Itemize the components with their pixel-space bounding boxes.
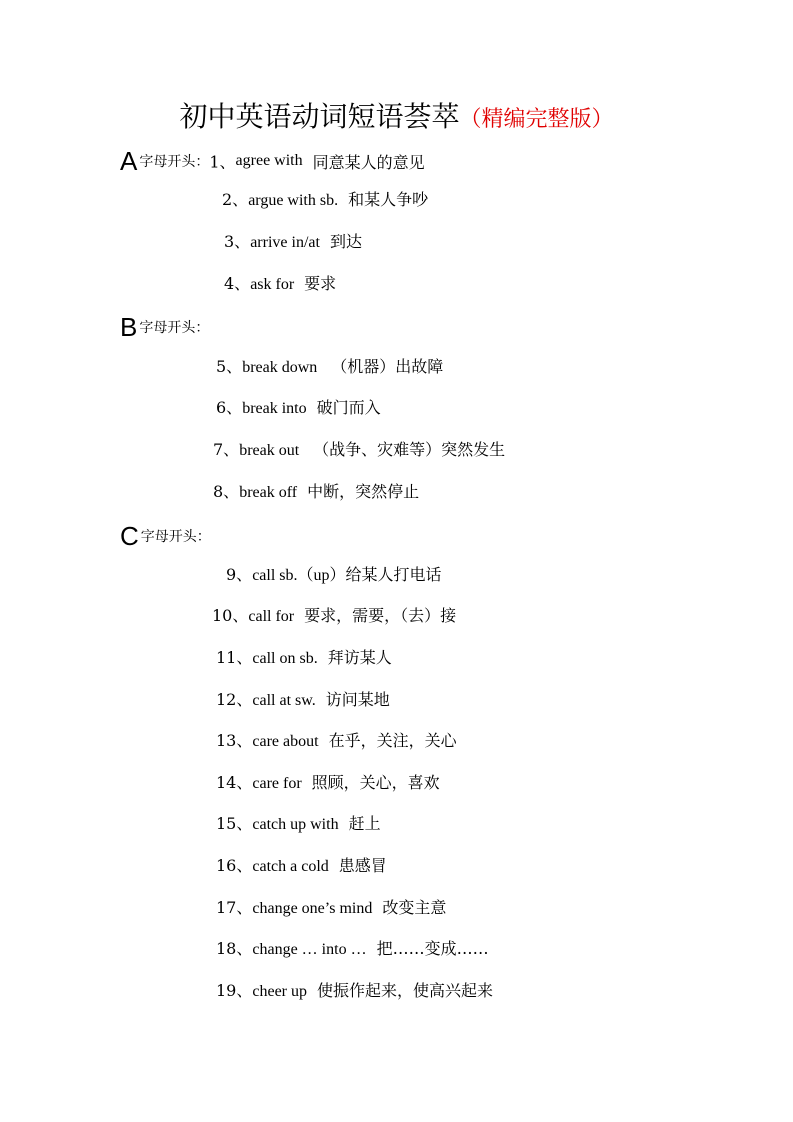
list-item [224, 272, 336, 297]
phrase-number: 1、 [209, 152, 236, 172]
phrase-english: call on sb. [252, 650, 318, 667]
section-label: 字母开头： [139, 154, 210, 170]
list-item [226, 563, 442, 588]
phrase-number: 14、 [216, 773, 253, 792]
section-c-header [120, 521, 211, 551]
phrase-english: change … into … [252, 941, 367, 958]
list-item [216, 854, 387, 879]
section-letter: A [120, 146, 138, 176]
title-text: 初中英语动词短语荟萃 [179, 100, 460, 133]
list-item [216, 688, 390, 713]
list-item [212, 604, 456, 629]
phrase-number: 12、 [216, 690, 253, 709]
page-title [0, 98, 793, 139]
phrase-english: argue with sb. [248, 192, 339, 209]
phrase-chinese: 患感冒 [338, 856, 387, 875]
phrase-english: call for [248, 608, 295, 625]
phrase-chinese: 照顾，关心，喜欢 [311, 773, 440, 792]
phrase-english: call at sw. [252, 692, 316, 709]
phrase-number: 18、 [216, 939, 253, 958]
phrase-chinese: 中断，突然停止 [307, 482, 420, 501]
list-item [216, 896, 446, 921]
phrase-number: 10、 [212, 606, 249, 625]
phrase-chinese: 访问某地 [325, 690, 390, 709]
list-item [224, 230, 362, 255]
phrase-chinese: （战争、灾难等）突然发生 [313, 440, 506, 459]
phrase-english: care about [252, 733, 319, 750]
title-subtitle: （精编完整版） [459, 107, 614, 132]
phrase-english: break off [239, 484, 298, 501]
phrase-chinese: 和某人争吵 [348, 190, 429, 209]
phrase-english: catch up with [252, 816, 339, 833]
phrase-chinese: 给某人打电话 [345, 565, 442, 584]
phrase-chinese: 破门而入 [316, 398, 381, 417]
list-item [222, 188, 428, 213]
section-a-header [120, 146, 425, 176]
phrase-english: care for [252, 775, 302, 792]
phrase-chinese: 到达 [329, 232, 362, 251]
phrase-chinese: 改变主意 [382, 898, 447, 917]
phrase-english: break into [242, 400, 307, 417]
phrase-chinese: 要求 [304, 274, 337, 293]
phrase-english: ask for [250, 276, 295, 293]
phrase-english: change one’s mind [252, 900, 373, 917]
list-item [216, 979, 493, 1004]
list-item [216, 729, 457, 754]
phrase-number: 3、 [224, 232, 251, 251]
phrase-number: 7、 [213, 440, 240, 459]
section-letter: C [120, 521, 139, 551]
phrase-number: 2、 [222, 190, 249, 209]
phrase-chinese: 使振作起来，使高兴起来 [317, 981, 494, 1000]
phrase-english: call sb.（up） [252, 567, 346, 584]
list-item [213, 438, 505, 463]
phrase-number: 19、 [216, 981, 253, 1000]
phrase-number: 13、 [216, 731, 253, 750]
phrase-number: 6、 [216, 398, 243, 417]
phrase-chinese: 同意某人的意见 [312, 152, 425, 172]
phrase-number: 15、 [216, 814, 253, 833]
section-label: 字母开头： [139, 320, 210, 336]
list-item [216, 396, 381, 421]
phrase-number: 4、 [224, 274, 251, 293]
phrase-english: break out [239, 442, 300, 459]
section-letter: B [120, 312, 138, 342]
phrase-chinese: （机器）出故障 [331, 357, 444, 376]
phrase-english: cheer up [252, 983, 308, 1000]
phrase-english: break down [242, 359, 318, 376]
list-item [216, 812, 381, 837]
list-item [213, 480, 419, 505]
phrase-english: catch a cold [252, 858, 329, 875]
phrase-number: 9、 [226, 565, 253, 584]
phrase-number: 11、 [216, 648, 253, 667]
phrase-chinese: 在乎，关注，关心 [328, 731, 457, 750]
phrase-chinese: 把……变成…… [376, 939, 489, 958]
list-item [216, 646, 392, 671]
phrase-chinese: 要求，需要，（去）接 [304, 606, 457, 625]
list-item [216, 771, 440, 796]
phrase-chinese: 赶上 [348, 814, 381, 833]
section-label: 字母开头： [140, 529, 211, 545]
phrase-english: arrive in/at [250, 234, 320, 251]
section-b-header [120, 312, 209, 342]
phrase-number: 8、 [213, 482, 240, 501]
phrase-chinese: 拜访某人 [327, 648, 392, 667]
phrase-english: agree with [235, 152, 303, 169]
list-item [216, 355, 443, 380]
list-item [216, 937, 489, 962]
phrase-number: 16、 [216, 856, 253, 875]
phrase-number: 5、 [216, 357, 243, 376]
phrase-number: 17、 [216, 898, 253, 917]
